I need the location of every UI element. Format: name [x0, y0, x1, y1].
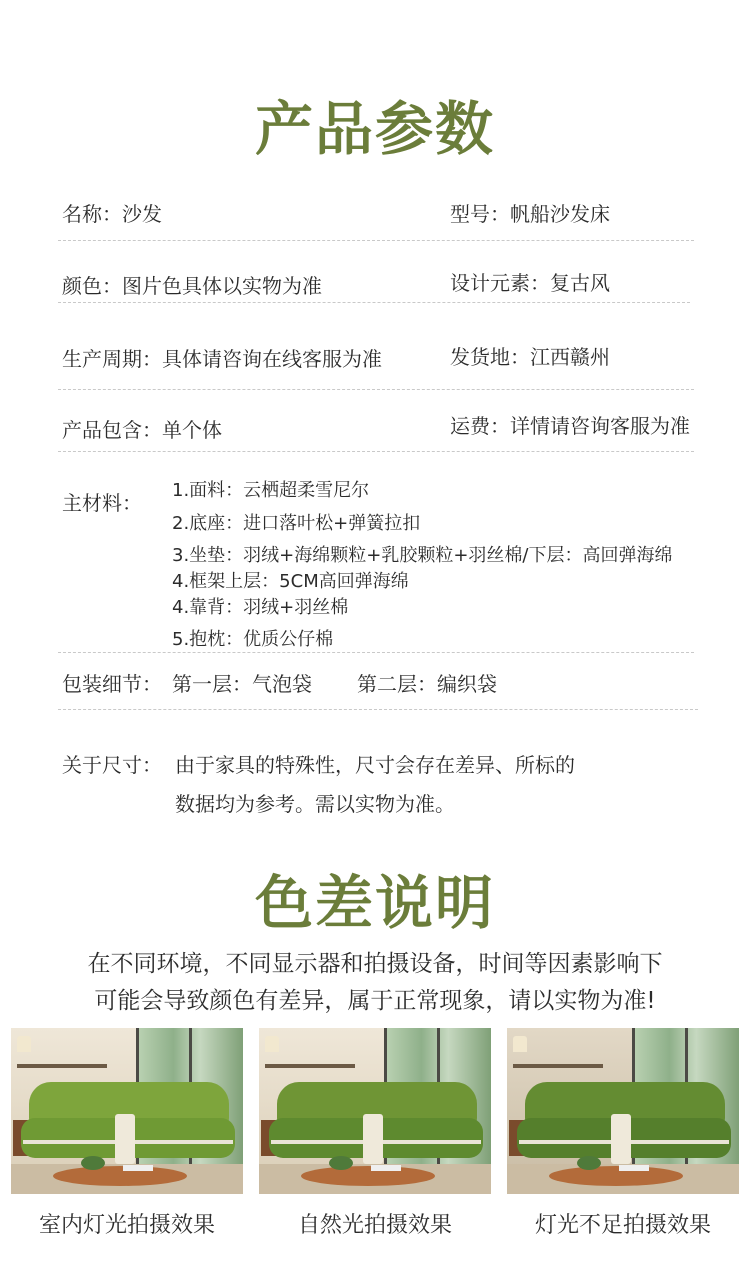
- photo-caption: 室内灯光拍摄效果: [38, 1213, 215, 1238]
- param-includes: 产品包含：单个体: [62, 418, 222, 442]
- material-item: 1.面料：云栖超柔雪尼尔: [172, 480, 370, 501]
- size-note-line2: 数据均为参考。需以实物为准。: [175, 792, 455, 816]
- param-name: 名称：沙发: [62, 202, 162, 226]
- param-model: 型号：帆船沙发床: [450, 202, 610, 226]
- packaging-layer1: 第一层：气泡袋: [172, 672, 312, 696]
- material-item: 3.坐垫：羽绒+海绵颗粒+乳胶颗粒+羽丝棉/下层：高回弹海绵: [172, 545, 673, 566]
- param-color: 颜色：图片色具体以实物为准: [62, 274, 322, 298]
- material-item: 4.框架上层：5CM高回弹海绵: [172, 571, 409, 592]
- param-freight: 运费：详情请咨询客服为准: [450, 414, 690, 438]
- photo-caption: 灯光不足拍摄效果: [534, 1213, 711, 1238]
- param-cycle: 生产周期：具体请咨询在线客服为准: [62, 347, 382, 371]
- sofa-photo-indoor: [11, 1028, 243, 1194]
- divider: [58, 389, 694, 390]
- param-design: 设计元素：复古风: [450, 271, 610, 295]
- param-origin: 发货地：江西赣州: [450, 345, 610, 369]
- sofa-photo-low-light: [507, 1028, 739, 1194]
- section-title-params: 产品参数: [254, 95, 495, 163]
- photo-caption: 自然光拍摄效果: [297, 1213, 452, 1238]
- material-item: 4.靠背：羽绒+羽丝棉: [172, 597, 349, 618]
- packaging-layer2: 第二层：编织袋: [357, 672, 497, 696]
- size-note-line1: 由于家具的特殊性，尺寸会存在差异、所标的: [175, 753, 575, 777]
- divider: [58, 652, 694, 653]
- size-note-label: 关于尺寸：: [62, 753, 162, 777]
- divider: [58, 240, 694, 241]
- color-desc-line2: 可能会导致颜色有差异，属于正常现象，请以实物为准!: [94, 988, 656, 1014]
- divider: [58, 302, 690, 303]
- divider: [58, 709, 698, 710]
- material-item: 5.抱枕：优质公仔棉: [172, 629, 334, 650]
- materials-label: 主材料：: [62, 491, 142, 515]
- section-title-color-diff: 色差说明: [254, 869, 495, 937]
- material-item: 2.底座：进口落叶松+弹簧拉扣: [172, 513, 421, 534]
- color-desc-line1: 在不同环境，不同显示器和拍摄设备，时间等因素影响下: [87, 951, 663, 977]
- divider: [58, 451, 694, 452]
- packaging-label: 包装细节：: [62, 672, 162, 696]
- sofa-photo-natural: [259, 1028, 491, 1194]
